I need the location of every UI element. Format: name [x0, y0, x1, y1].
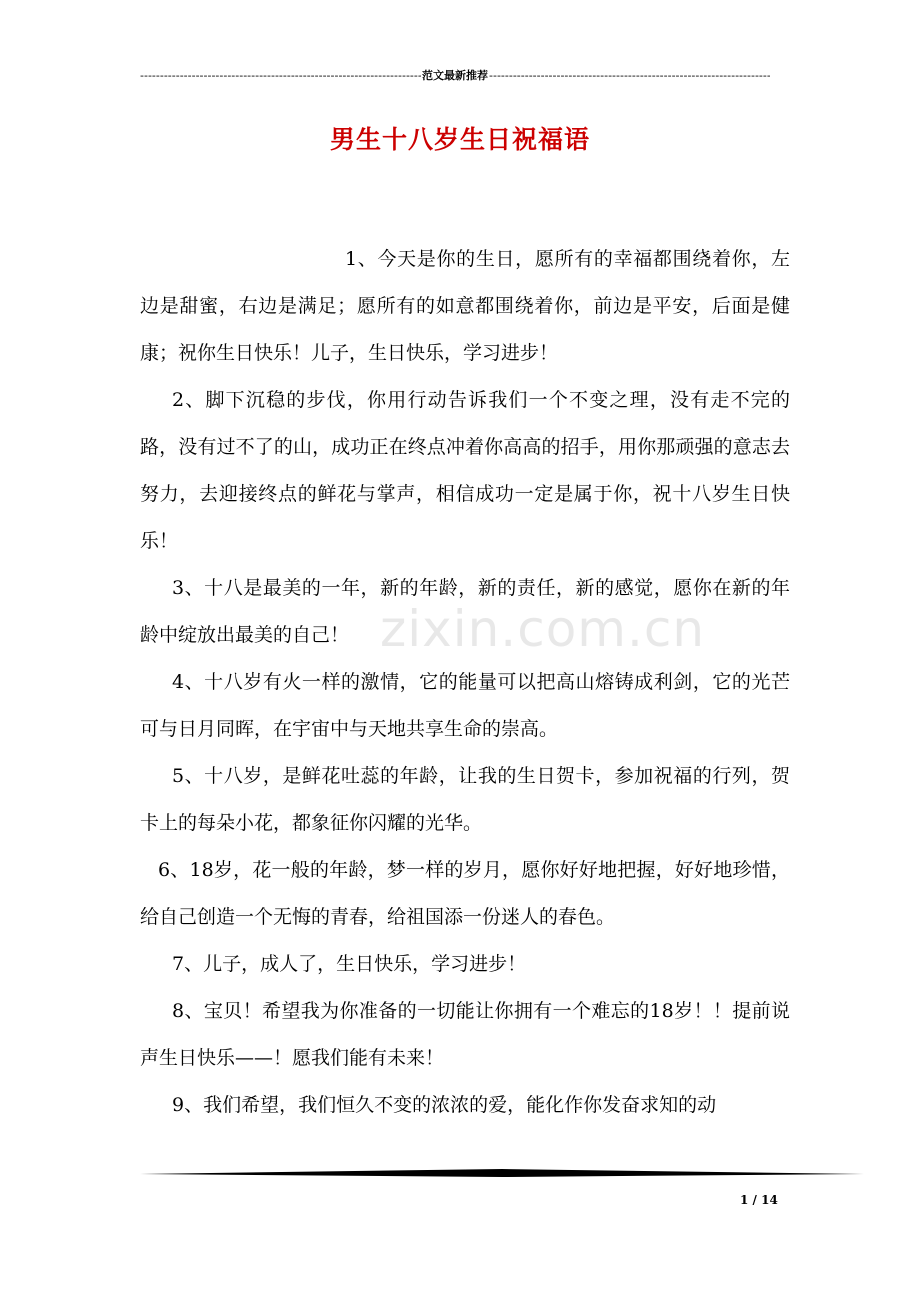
paragraph-9: 9、我们希望，我们恒久不变的浓浓的爱，能化作你发奋求知的动 [172, 1094, 717, 1116]
paragraph-7: 7、儿子，成人了，生日快乐，学习进步！ [172, 953, 527, 975]
paragraph-4: 4、十八岁有火一样的激情，它的能量可以把高山熔铸成利剑，它的光芒可与日月同晖，在宇宙中与天地共享生命的崇高。 [140, 671, 790, 740]
header-dash-right [489, 66, 770, 86]
paragraph-3: 3、十八是最美的一年，新的年龄，新的责任，新的感觉，愿你在新的年龄中绽放出最美的自己！ [140, 577, 790, 646]
paragraph-1: 1、今天是你的生日，愿所有的幸福都围绕着你，左边是甜蜜，右边是满足；愿所有的如意都围绕着你，前边是平安，后面是健康；祝你生日快乐！儿子，生日快乐，学习进步！ [140, 248, 790, 364]
paragraph-6: 6、18岁，花一般的年龄，梦一样的岁月，愿你好好地把握，好好地珍惜，给自己创造一个无悔的青春，给祖国添一份迷人的春色。 [140, 859, 790, 928]
header-label: 范文最新推荐 [422, 69, 488, 82]
document-body [140, 236, 790, 1129]
page-number: 1 / 14 [740, 1193, 778, 1207]
paragraph-5: 5、十八岁，是鲜花吐蕊的年龄，让我的生日贺卡，参加祝福的行列，贺卡上的每朵小花，都象征你闪耀的光华。 [140, 765, 790, 834]
page-header [140, 66, 770, 86]
watermark: zixin.com.cn [380, 600, 706, 658]
paragraph-8: 8、宝贝！希望我为你准备的一切能让你拥有一个难忘的18岁！！提前说声生日快乐——！愿我们能有未来！ [140, 1000, 790, 1069]
footer-divider [140, 1166, 864, 1182]
document-title: 男生十八岁生日祝福语 [329, 125, 590, 154]
paragraph-2: 2、脚下沉稳的步伐，你用行动告诉我们一个不变之理，没有走不完的路，没有过不了的山，成功正在终点冲着你高高的招手，用你那顽强的意志去努力，去迎接终点的鲜花与掌声，相信成功一定是属于你，祝十八岁生日快乐！ [140, 389, 790, 552]
header-dash-left [140, 66, 421, 86]
